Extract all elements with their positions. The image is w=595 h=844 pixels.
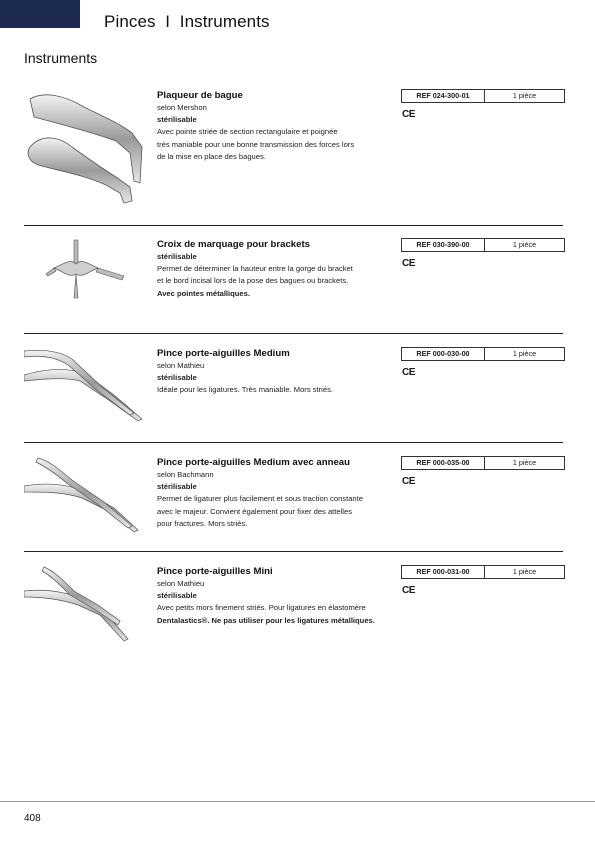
- divider: [24, 333, 563, 334]
- ce-mark-icon: CE: [402, 476, 415, 487]
- ref-box: [401, 347, 565, 361]
- page-header-title: Pinces I Instruments: [104, 12, 270, 31]
- ref-number: REF 024-300-01: [402, 90, 485, 102]
- product-line: très maniable pour une bonne transmission des forces lors: [157, 139, 355, 149]
- quantity: 1 pièce: [512, 91, 537, 100]
- product-line: Avec petits mors finement striés. Pour ligatures en élastomère: [157, 603, 366, 613]
- needle-holder-ring-icon: [24, 456, 150, 556]
- product-line: avec le majeur. Convient également pour fixer des attelles: [157, 506, 353, 516]
- quantity: 1 pièce: [512, 567, 537, 576]
- ce-mark-icon: CE: [402, 258, 415, 269]
- product-name: Pince porte-aiguilles Medium: [157, 348, 290, 359]
- product-line: Idéale pour les ligatures. Très maniable. Mors striés.: [157, 385, 333, 395]
- product-line: Avec pointes métalliques.: [157, 288, 250, 298]
- product-name: Pince porte-aiguilles Mini: [157, 566, 273, 577]
- ref-number: REF 000-030-00: [402, 348, 485, 360]
- marking-cross-icon: [24, 238, 150, 338]
- product-name: Plaqueur de bague: [157, 90, 243, 101]
- quantity: 1 pièce: [512, 240, 537, 249]
- ref-box: [401, 565, 565, 579]
- product-line: et le bord incisal lors de la pose des bagues ou brackets.: [157, 276, 349, 286]
- product-line: stérilisable: [157, 482, 197, 492]
- product-line: de la mise en place des bagues.: [157, 151, 266, 161]
- product-name: Croix de marquage pour brackets: [157, 239, 311, 250]
- product-line: stérilisable: [157, 252, 197, 261]
- needle-holder-icon: [24, 347, 150, 447]
- section-title: Instruments: [24, 50, 98, 66]
- product-line: Permet de ligaturer plus facilement et sous traction constante: [157, 494, 363, 504]
- ref-box: [401, 456, 565, 470]
- ref-number: REF 000-031-00: [402, 566, 485, 578]
- product-line: selon Mershon: [157, 103, 207, 112]
- quantity: 1 pièce: [512, 458, 537, 467]
- ref-number: REF 030-390-00: [402, 239, 485, 251]
- product-line: selon Mathieu: [157, 361, 205, 370]
- product-line: Dentalastics®. Ne pas utiliser pour les ligatures métalliques.: [157, 615, 375, 625]
- product-name: Pince porte-aiguilles Medium avec anneau: [157, 457, 350, 468]
- band-pusher-icon: [24, 89, 150, 189]
- ce-mark-icon: CE: [402, 109, 415, 120]
- product-line: Permet de déterminer la hauteur entre la gorge du bracket: [157, 264, 353, 274]
- product-line: selon Bachmann: [157, 470, 214, 479]
- product-line: pour fractures. Mors striés.: [157, 518, 248, 528]
- product-line: stérilisable: [157, 591, 197, 601]
- divider: [24, 442, 563, 443]
- divider: [24, 551, 563, 552]
- quantity: 1 pièce: [512, 349, 537, 358]
- ce-mark-icon: CE: [402, 585, 415, 596]
- needle-holder-mini-icon: [24, 565, 150, 665]
- product-line: selon Mathieu: [157, 579, 205, 588]
- divider: [24, 225, 563, 226]
- product-line: stérilisable: [157, 115, 197, 125]
- ce-mark-icon: CE: [402, 367, 415, 378]
- page-number: 408: [24, 813, 41, 824]
- product-line: stérilisable: [157, 373, 197, 383]
- product-line: Avec pointe striée de section rectangulaire et poignée: [157, 127, 338, 137]
- ref-number: REF 000-035-00: [402, 457, 485, 469]
- footer-divider: [0, 801, 595, 802]
- ref-box: [401, 89, 565, 103]
- header-color-block: [0, 0, 80, 28]
- ref-box: [401, 238, 565, 252]
